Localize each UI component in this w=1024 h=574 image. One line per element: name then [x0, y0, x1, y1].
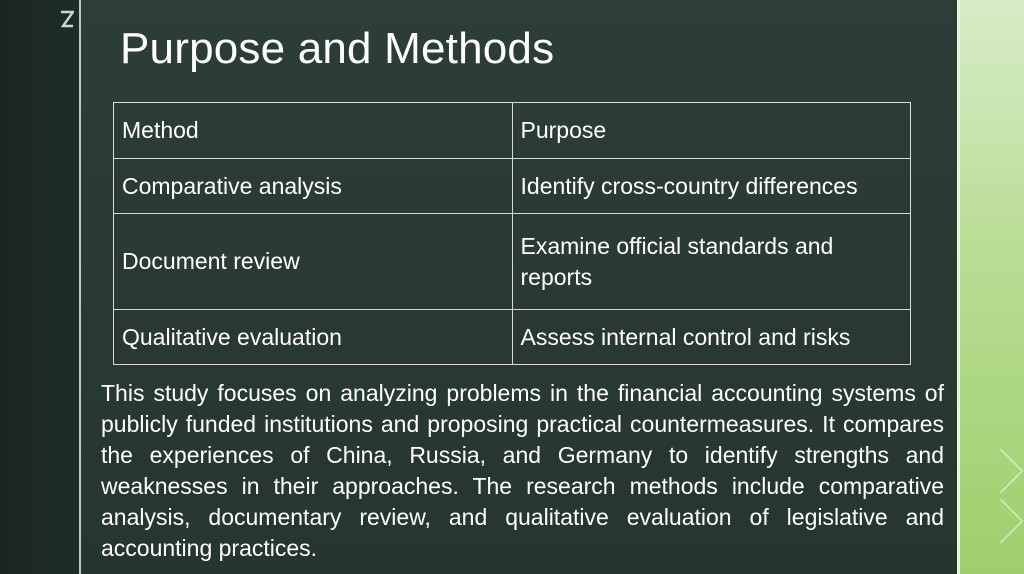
table-cell: Assess internal control and risks — [512, 310, 910, 365]
table-cell: Identify cross-country differences — [512, 159, 910, 214]
table-header-cell: Method — [114, 103, 513, 159]
table-row — [114, 159, 911, 214]
z-logo-icon — [60, 10, 74, 28]
table-cell: Comparative analysis — [114, 159, 513, 214]
table-header-cell: Purpose — [512, 103, 910, 159]
left-decor-band — [0, 0, 78, 574]
body-paragraph: This study focuses on analyzing problems in the financial accounting systems of publicly funded institutions and proposing practical countermeasures. It compares the experiences of China, Russia, and Germany to identify strengths and weaknesses in their approaches. The research methods include comparative analysis, documentary review, and qualitative evaluation of legislative and accounting practices. — [101, 380, 944, 561]
table-cell: Qualitative evaluation — [114, 310, 513, 365]
table-header-row — [114, 103, 911, 159]
right-band-edge — [957, 0, 960, 574]
table-row — [114, 214, 911, 310]
right-decor-band — [957, 0, 1024, 574]
methods-table — [113, 102, 911, 365]
table-row — [114, 310, 911, 365]
table-cell: Document review — [114, 214, 513, 310]
slide-title: Purpose and Methods — [120, 24, 555, 73]
table-cell: Examine official standards and reports — [512, 214, 910, 310]
